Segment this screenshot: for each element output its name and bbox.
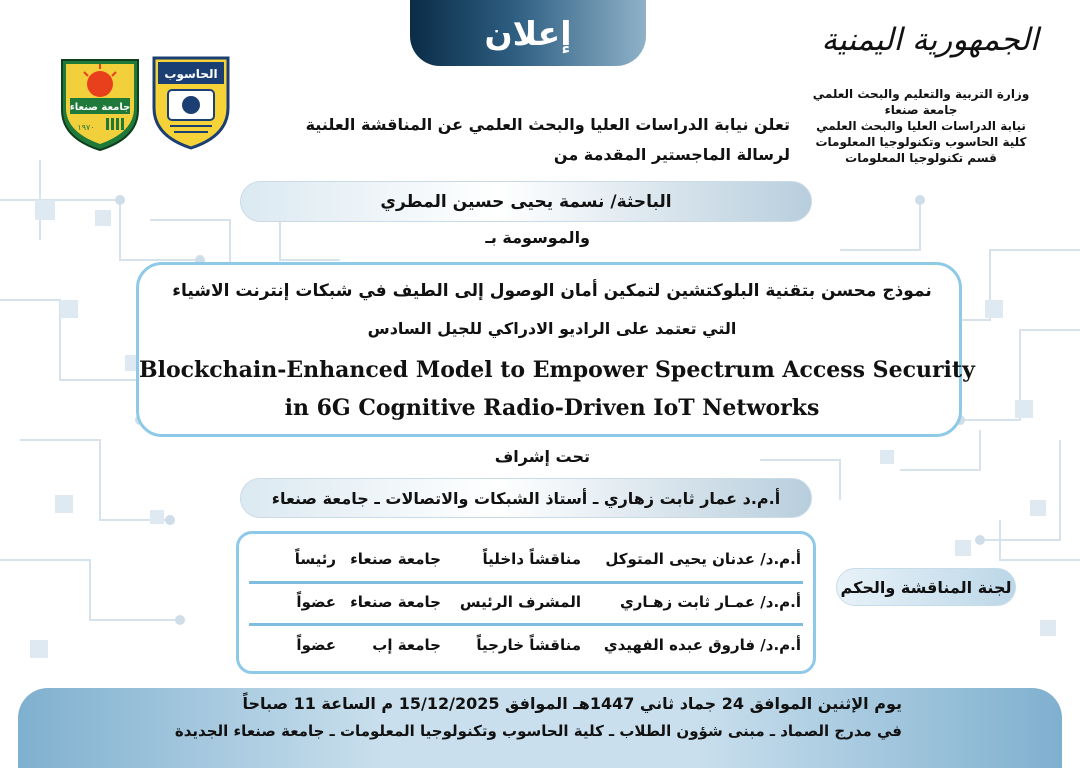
ministry-line: وزارة التربية والتعليم والبحث العلمي bbox=[812, 87, 1030, 101]
sanaa-university-logo bbox=[56, 52, 144, 152]
member-role: مناقشاً داخلياً bbox=[482, 550, 581, 568]
committee-table bbox=[236, 531, 816, 674]
committee-row bbox=[251, 544, 801, 576]
member-university: جامعة صنعاء bbox=[350, 550, 441, 568]
ministry-line: نيابة الدراسات العليا والبحث العلمي bbox=[816, 119, 1026, 133]
ministry-block bbox=[806, 86, 1036, 166]
svg-text:الحاسوب: الحاسوب bbox=[164, 67, 218, 81]
footer-location-line: في مدرج الصماد ـ مبنى شؤون الطلاب ـ كلية الحاسوب وتكنولوجيا المعلومات ـ جامعة صنعاء الجديدة bbox=[174, 722, 902, 740]
intro-line: لرسالة الماجستير المقدمة من bbox=[553, 145, 790, 164]
member-role: المشرف الرئيس bbox=[459, 593, 581, 611]
row-divider bbox=[249, 581, 803, 584]
member-university: جامعة إب bbox=[372, 636, 441, 654]
thesis-title-english-line1: Blockchain-Enhanced Model to Empower Spectrum Access Security bbox=[139, 357, 975, 383]
footer-banner bbox=[18, 688, 1062, 768]
researcher-name: الباحثة/ نسمة يحيى حسين المطري bbox=[240, 181, 812, 222]
intro-text bbox=[260, 110, 790, 170]
svg-text:جامعة صنعاء: جامعة صنعاء bbox=[69, 102, 131, 113]
member-name: أ.م.د/ عمـار ثابت زهـاري bbox=[619, 593, 801, 611]
ministry-line: قسم تكنولوجيا المعلومات bbox=[845, 151, 997, 165]
committee-row bbox=[251, 630, 801, 662]
titled-as-label: والموسومة بـ bbox=[485, 228, 590, 247]
member-status: رئيساً bbox=[294, 550, 336, 568]
row-divider bbox=[249, 623, 803, 626]
member-status: عضواً bbox=[296, 636, 336, 654]
svg-text:١٩٧٠: ١٩٧٠ bbox=[77, 123, 95, 132]
member-status: عضواً bbox=[296, 593, 336, 611]
intro-line: تعلن نيابة الدراسات العليا والبحث العلمي عن المناقشة العلنية bbox=[305, 115, 790, 134]
footer-date-line: يوم الإثنين الموافق 24 جماد ثاني 1447هـ الموافق 15/12/2025 م الساعة 11 صباحاً bbox=[242, 694, 902, 713]
committee-label: لجنة المناقشة والحكم bbox=[836, 568, 1016, 606]
member-name: أ.م.د/ فاروق عبده الفهيدي bbox=[603, 636, 801, 654]
member-university: جامعة صنعاء bbox=[350, 593, 441, 611]
ministry-line: كلية الحاسوب وتكنولوجيا المعلومات bbox=[815, 135, 1027, 149]
committee-row bbox=[251, 587, 801, 619]
member-role: مناقشاً خارجياً bbox=[476, 636, 581, 654]
thesis-title-box bbox=[136, 262, 975, 437]
ministry-line: جامعة صنعاء bbox=[884, 103, 958, 117]
thesis-title-arabic-line1: نموذج محسن بتقنية البلوكتشين لتمكين أمان الوصول إلى الطيف في شبكات إنترنت الاشياء bbox=[172, 281, 932, 301]
computer-college-logo bbox=[150, 52, 232, 150]
supervisor-name: أ.م.د عمار ثابت زهاري ـ أستاذ الشبكات والاتصالات ـ جامعة صنعاء bbox=[240, 478, 812, 518]
supervision-label: تحت إشراف bbox=[494, 447, 590, 466]
member-name: أ.م.د/ عدنان يحيى المتوكل bbox=[605, 550, 801, 568]
republic-calligraphy: الجمهورية اليمنية bbox=[821, 22, 1039, 58]
announcement-title: إعلان bbox=[410, 0, 646, 66]
thesis-title-arabic-line2: التي تعتمد على الراديو الادراكي للجيل السادس bbox=[367, 319, 737, 338]
thesis-title-english-line2: in 6G Cognitive Radio-Driven IoT Networks bbox=[284, 395, 820, 421]
